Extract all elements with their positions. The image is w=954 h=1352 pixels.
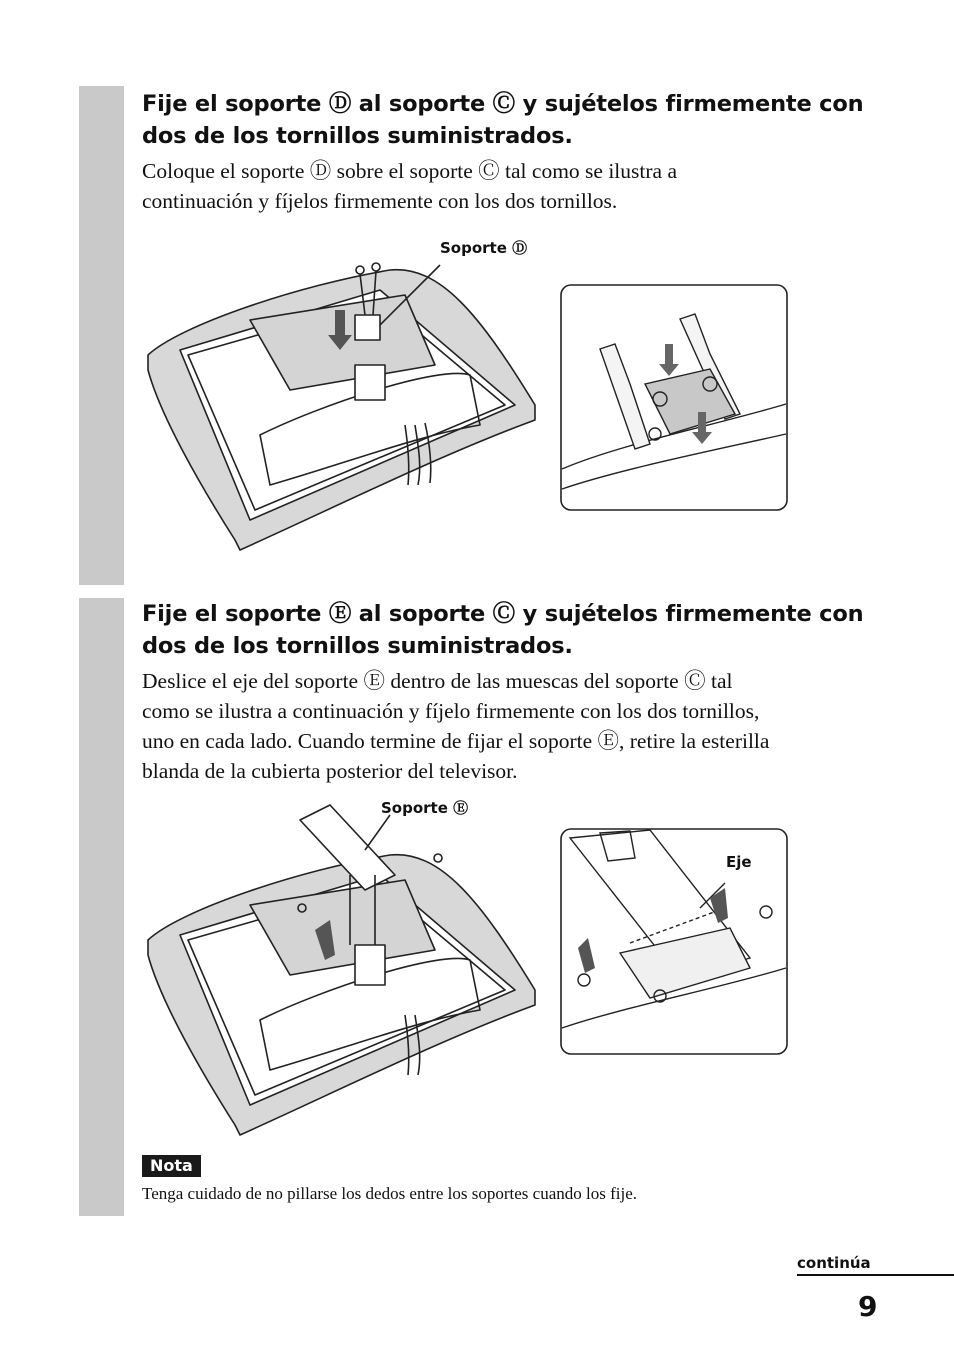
continued-rule: [797, 1274, 954, 1276]
step-heading: [142, 88, 882, 152]
heading-line: Fije el soporte Ⓔ al soporte Ⓒ y sujételos firmemente con: [142, 601, 864, 627]
page-number: 9: [858, 1290, 878, 1323]
callout-soporte-e: Soporte Ⓔ: [381, 799, 469, 817]
continued-label: continúa: [797, 1254, 871, 1272]
tv-back-bracket-e-illustration: [140, 790, 540, 1140]
step-marker-bar: [79, 86, 124, 585]
body-line: continuación y fíjelos firmemente con los dos tornillos.: [142, 189, 618, 213]
body-line: como se ilustra a continuación y fíjelo firmemente con los dos tornillos,: [142, 699, 760, 723]
step-description: [142, 156, 882, 216]
callout-soporte-d: Soporte Ⓓ: [440, 239, 528, 257]
heading-line: Fije el soporte Ⓓ al soporte Ⓒ y sujételos firmemente con: [142, 91, 864, 117]
step-1: [142, 88, 882, 216]
note-text: Tenga cuidado de no pillarse los dedos entre los soportes cuando los fije.: [142, 1184, 637, 1203]
tv-back-bracket-d-illustration: [140, 255, 540, 555]
bracket-e-detail-illustration: [560, 828, 788, 1055]
heading-line: dos de los tornillos suministrados.: [142, 123, 573, 149]
step-2: [142, 598, 882, 786]
body-line: Deslice el eje del soporte Ⓔ dentro de las muescas del soporte Ⓒ tal: [142, 669, 733, 693]
heading-line: dos de los tornillos suministrados.: [142, 633, 573, 659]
step-marker-bar: [79, 598, 124, 1216]
body-line: Coloque el soporte Ⓓ sobre el soporte Ⓒ tal como se ilustra a: [142, 159, 677, 183]
step-heading: [142, 598, 882, 662]
callout-eje: Eje: [726, 853, 752, 871]
body-line: blanda de la cubierta posterior del televisor.: [142, 759, 518, 783]
body-line: uno en cada lado. Cuando termine de fijar el soporte Ⓔ, retire la esterilla: [142, 729, 770, 753]
step-description: [142, 666, 882, 786]
bracket-d-detail-illustration: [560, 284, 788, 511]
note-badge: Nota: [142, 1155, 201, 1177]
